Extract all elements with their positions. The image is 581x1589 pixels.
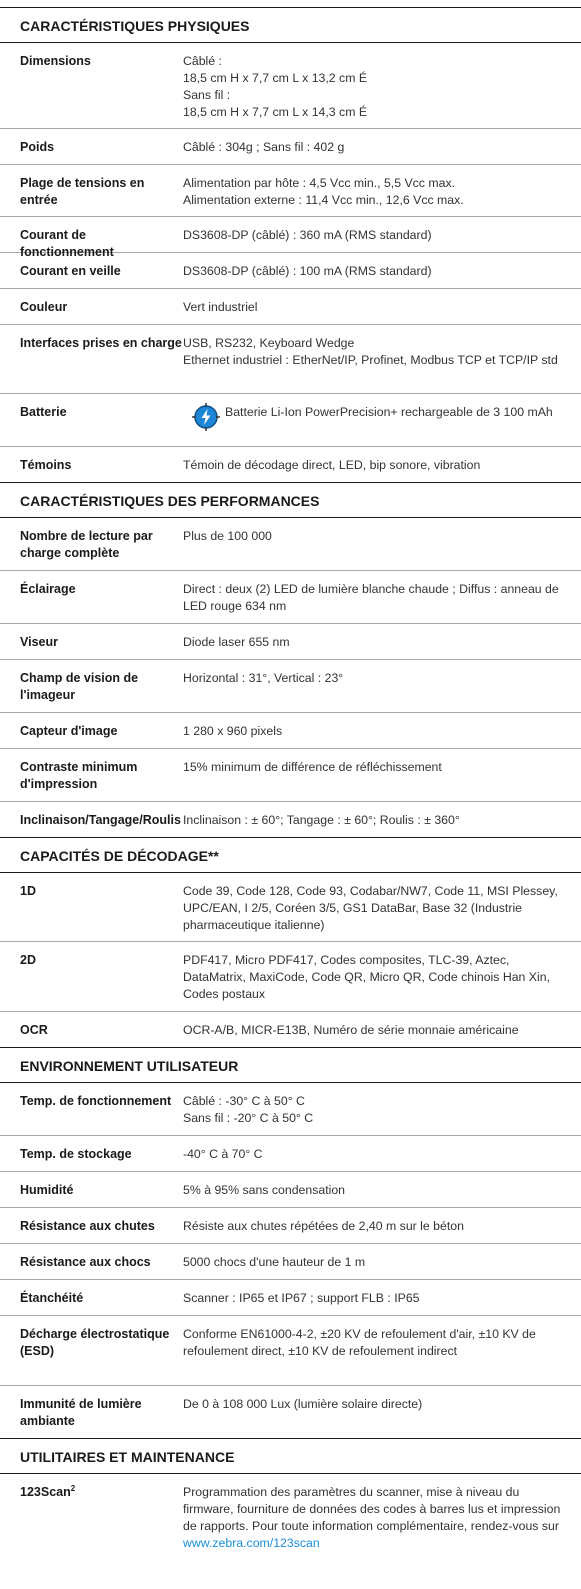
spec-value-line: 18,5 cm H x 7,7 cm L x 13,2 cm É — [183, 71, 368, 85]
spec-value: Scanner : IP65 et IP67 ; support FLB : IP65 — [183, 1291, 420, 1305]
spec-label — [0, 1484, 183, 1570]
spec-label: Décharge électrostatique (ESD) — [20, 1327, 170, 1358]
section-title: CAPACITÉS DE DÉCODAGE** — [0, 838, 581, 873]
spec-value — [183, 53, 581, 128]
spec-value: Direct : deux (2) LED de lumière blanche chaude ; Diffus : anneau de LED rouge 634 nm — [183, 582, 559, 613]
spec-value — [183, 1093, 581, 1135]
spec-row — [0, 447, 581, 482]
powerprecision-battery-icon — [191, 402, 221, 432]
spec-row — [0, 1083, 581, 1136]
section-utilities — [0, 1438, 581, 1570]
spec-label: Batterie — [20, 405, 67, 419]
section-title: ENVIRONNEMENT UTILISATEUR — [0, 1048, 581, 1083]
spec-value: Horizontal : 31°, Vertical : 23° — [183, 671, 344, 685]
spec-row — [0, 1244, 581, 1280]
spec-row — [0, 165, 581, 217]
spec-label: OCR — [20, 1023, 48, 1037]
spec-value-line: 18,5 cm H x 7,7 cm L x 14,3 cm É — [183, 105, 368, 119]
spec-row — [0, 1280, 581, 1316]
spec-row — [0, 1136, 581, 1172]
spec-label: Étanchéité — [20, 1291, 84, 1305]
spec-value: Témoin de décodage direct, LED, bip sonore, vibration — [183, 458, 481, 472]
spec-row — [0, 289, 581, 325]
section-performance — [0, 482, 581, 837]
spec-label: Nombre de lecture par charge complète — [20, 529, 153, 560]
spec-value-line: Câblé : — [183, 54, 222, 68]
spec-value-line: Ethernet industriel : EtherNet/IP, Profinet, Modbus TCP et TCP/IP std — [183, 353, 558, 367]
section-physical — [0, 7, 581, 482]
spec-sheet — [0, 7, 581, 1589]
spec-value: Plus de 100 000 — [183, 529, 272, 543]
spec-label: Temp. de stockage — [20, 1147, 132, 1161]
spec-value: Résiste aux chutes répétées de 2,40 m sur le béton — [183, 1219, 464, 1233]
spec-value: OCR-A/B, MICR-E13B, Numéro de série monnaie américaine — [183, 1023, 519, 1037]
spec-value-line: Alimentation par hôte : 4,5 Vcc min., 5,5 Vcc max. — [183, 176, 456, 190]
spec-value-line: USB, RS232, Keyboard Wedge — [183, 336, 355, 350]
spec-value — [183, 404, 581, 446]
spec-value-line: Alimentation externe : 11,4 Vcc min., 12,6 Vcc max. — [183, 193, 464, 207]
spec-value-line: Sans fil : — [183, 88, 231, 102]
spec-value: PDF417, Micro PDF417, Codes composites, TLC-39, Aztec, DataMatrix, MaxiCode, Code QR, Micro QR, Code chinois Han Xin, Codes postaux — [183, 953, 550, 1001]
spec-value: De 0 à 108 000 Lux (lumière solaire directe) — [183, 1397, 423, 1411]
spec-row — [0, 43, 581, 129]
spec-label: Champ de vision de l'imageur — [20, 671, 139, 702]
spec-value: Code 39, Code 128, Code 93, Codabar/NW7, Code 11, MSI Plessey, UPC/EAN, I 2/5, Coréen 3/5, GS1 DataBar, Base 32 (Industrie pharmaceutique italienne) — [183, 884, 558, 932]
spec-row — [0, 129, 581, 165]
spec-row — [0, 1474, 581, 1570]
spec-row — [0, 749, 581, 802]
spec-value — [183, 1484, 581, 1570]
spec-value: Vert industriel — [183, 300, 258, 314]
spec-label-text: 123Scan — [20, 1485, 71, 1499]
spec-row — [0, 713, 581, 749]
spec-row — [0, 660, 581, 713]
spec-value — [183, 175, 581, 216]
spec-label: Plage de tensions en entrée — [20, 176, 145, 207]
spec-label: Courant en veille — [20, 264, 121, 278]
spec-value: Inclinaison : ± 60°; Tangage : ± 60°; Roulis : ± 360° — [183, 813, 460, 827]
spec-value-text: Programmation des paramètres du scanner, mise à niveau du firmware, fourniture de données des codes à barres lus et impression de rapports. Pour toute information complémentaire, rendez-vous sur — [183, 1485, 561, 1533]
spec-row — [0, 1012, 581, 1047]
spec-row — [0, 1172, 581, 1208]
footnote-marker: 2 — [70, 1483, 76, 1493]
section-decode — [0, 837, 581, 1047]
spec-label: Humidité — [20, 1183, 74, 1197]
spec-value: DS3608-DP (câblé) : 100 mA (RMS standard) — [183, 264, 432, 278]
spec-label: Inclinaison/Tangage/Roulis — [20, 813, 181, 827]
spec-value: DS3608-DP (câblé) : 360 mA (RMS standard) — [183, 228, 432, 242]
spec-value: 5000 chocs d'une hauteur de 1 m — [183, 1255, 366, 1269]
spec-label: Témoins — [20, 458, 72, 472]
spec-row — [0, 518, 581, 571]
spec-row — [0, 942, 581, 1012]
spec-row — [0, 802, 581, 837]
spec-row — [0, 624, 581, 660]
spec-row — [0, 394, 581, 447]
spec-row — [0, 571, 581, 624]
spec-label: Contraste minimum d'impression — [20, 760, 138, 791]
spec-value: Diode laser 655 nm — [183, 635, 290, 649]
spec-label: 1D — [20, 884, 36, 898]
spec-value: -40° C à 70° C — [183, 1147, 263, 1161]
spec-label: Résistance aux chutes — [20, 1219, 155, 1233]
section-title: CARACTÉRISTIQUES PHYSIQUES — [0, 8, 581, 43]
spec-label: Couleur — [20, 300, 68, 314]
spec-label: 2D — [20, 953, 36, 967]
section-title: UTILITAIRES ET MAINTENANCE — [0, 1439, 581, 1474]
section-environment — [0, 1047, 581, 1438]
spec-label: Éclairage — [20, 582, 76, 596]
spec-value: 1 280 x 960 pixels — [183, 724, 283, 738]
scan-link[interactable]: www.zebra.com/123scan — [183, 1536, 320, 1550]
spec-value: Conforme EN61000-4-2, ±20 KV de refoulement d'air, ±10 KV de refoulement direct, ±10 KV de refoulement indirect — [183, 1327, 536, 1358]
spec-row — [0, 1208, 581, 1244]
spec-label: Viseur — [20, 635, 58, 649]
spec-row — [0, 217, 581, 259]
section-title: CARACTÉRISTIQUES DES PERFORMANCES — [0, 483, 581, 518]
spec-value: 5% à 95% sans condensation — [183, 1183, 346, 1197]
spec-label: Immunité de lumière ambiante — [20, 1397, 142, 1428]
spec-row — [0, 325, 581, 394]
spec-label: Capteur d'image — [20, 724, 118, 738]
spec-row — [0, 1386, 581, 1438]
spec-value-line: Sans fil : -20° C à 50° C — [183, 1111, 314, 1125]
spec-value: Câblé : 304g ; Sans fil : 402 g — [183, 140, 345, 154]
spec-label: Résistance aux chocs — [20, 1255, 151, 1269]
spec-row — [0, 873, 581, 942]
spec-row — [0, 1316, 581, 1386]
spec-value: 15% minimum de différence de réfléchissement — [183, 760, 442, 774]
spec-label: Courant de fonctionnement — [20, 228, 114, 259]
spec-label: Poids — [20, 140, 55, 154]
spec-label: Dimensions — [20, 54, 91, 68]
spec-value-text: Batterie Li-Ion PowerPrecision+ rechargeable de 3 100 mAh — [225, 405, 553, 419]
spec-value-line: Câblé : -30° C à 50° C — [183, 1094, 305, 1108]
spec-label: Temp. de fonctionnement — [20, 1094, 172, 1108]
spec-label: Interfaces prises en charge — [20, 336, 182, 350]
spec-value — [183, 335, 581, 393]
